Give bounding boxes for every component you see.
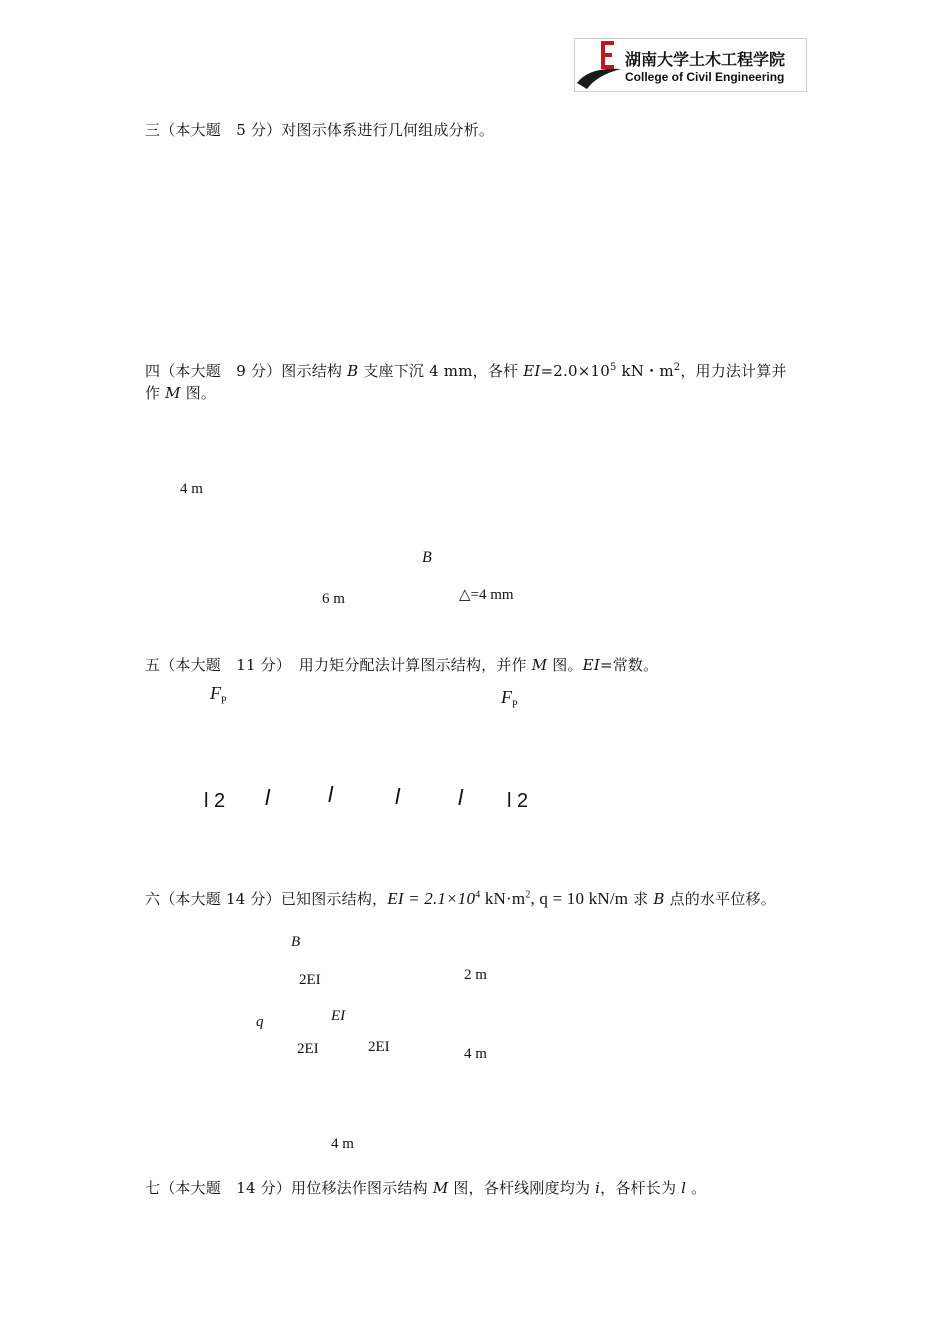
q5-fp-symbol: F	[210, 683, 221, 703]
q5-m-symbol: M	[531, 656, 548, 674]
q7-text-segment: 图，各杆线刚度均为	[448, 1179, 596, 1197]
q5-span-label: l	[458, 785, 463, 810]
college-logo	[574, 38, 807, 92]
q6-label-4m-right: 4 m	[464, 1046, 487, 1062]
q6-label-ei: EI	[331, 1008, 346, 1024]
q6-label-4m-bottom: 4 m	[331, 1136, 354, 1152]
q6-ei-unit: kN·m	[480, 889, 526, 908]
q5-span-label: l	[328, 782, 333, 807]
q6-text-segment: 六（本大题 14 分）已知图示结构，	[145, 890, 388, 908]
q4-text-segment: 四（本大题 9 分）图示结构	[145, 362, 348, 380]
question-3-text: 三（本大题 5 分）对图示体系进行几何组成分析。	[145, 121, 495, 139]
q5-span-label: l 2	[204, 790, 226, 812]
question-5-text	[145, 654, 658, 675]
q6-point-b: B	[653, 890, 665, 908]
q4-ei-symbol: EI	[523, 362, 541, 380]
q6-label-text: 2EI	[299, 972, 321, 988]
q6-unit-exponent: 2	[525, 889, 531, 901]
q5-span-label: l 2	[507, 790, 529, 812]
q7-text-segment: 。	[686, 1179, 707, 1197]
q6-label-2ei-left: 2EI	[297, 1041, 319, 1057]
q5-load-fp-right	[501, 687, 518, 711]
q4-text-segment: ，用力法计算并	[680, 362, 787, 380]
q6-ei-exponent: 4	[475, 889, 481, 901]
q7-m-symbol: M	[432, 1179, 449, 1197]
q7-text-segment: ，各杆长为	[600, 1179, 682, 1197]
q4-ei-unit: kN・m	[616, 362, 674, 380]
q5-span-label: l	[265, 785, 270, 810]
q7-l-symbol: l	[681, 1179, 687, 1197]
q7-text-segment: 七（本大题 14 分）用位移法作图示结构	[145, 1179, 433, 1197]
q5-fp-subscript: P	[221, 695, 227, 707]
q4-text-segment: 支座下沉 4 mm，各杆	[358, 362, 524, 380]
question-6-text	[145, 888, 776, 909]
logo-chinese-name: 湖南大学土木工程学院	[625, 50, 786, 69]
q5-text-segment: 五（本大题 11 分） 用力矩分配法计算图示结构，并作	[145, 656, 532, 674]
question-4-line-2	[145, 382, 216, 403]
q6-equation	[387, 889, 628, 908]
q5-text-segment: =常数。	[599, 656, 659, 674]
question-4-line-1	[145, 360, 787, 381]
q4-label-4m: 4 m	[180, 481, 203, 497]
q6-label-b: B	[291, 934, 301, 950]
q4-label-6m: 6 m	[322, 591, 345, 607]
q4-ei-exponent: 5	[609, 362, 617, 373]
q4-ei-value: =2.0×10	[540, 362, 610, 380]
q5-ei-symbol: EI	[582, 656, 600, 674]
q5-text-segment: 图。	[547, 656, 583, 674]
logo-english-name: College of Civil Engineering	[625, 70, 785, 84]
q4-label-b: B	[422, 549, 432, 566]
q6-text-segment: 点的水平位移。	[664, 890, 776, 908]
q5-span-label: l	[395, 784, 400, 809]
q7-i-symbol: i	[595, 1179, 601, 1197]
q6-label-2ei-top	[299, 972, 321, 989]
logo-emblem-icon	[575, 39, 623, 91]
q6-q-value: , q = 10 kN/m	[530, 889, 629, 908]
q4-m-symbol: M	[165, 384, 181, 402]
q4-unit-exponent: 2	[673, 362, 681, 373]
q4-text-segment: 作	[145, 384, 166, 402]
q4-label-settlement: △=4 mm	[459, 587, 514, 603]
q4-text-segment: 图。	[180, 384, 217, 402]
q5-fp-symbol: F	[501, 687, 512, 707]
q6-label-q: q	[256, 1014, 264, 1030]
q5-fp-subscript: P	[512, 699, 518, 711]
q6-text-segment: 求	[628, 890, 654, 908]
q6-label-2m: 2 m	[464, 967, 487, 983]
q5-load-fp-left	[210, 683, 227, 707]
question-7-text	[145, 1177, 706, 1198]
q6-label-2ei-right: 2EI	[368, 1039, 390, 1055]
q6-ei-value: EI = 2.1×10	[387, 889, 476, 908]
q4-support-b: B	[347, 362, 359, 380]
